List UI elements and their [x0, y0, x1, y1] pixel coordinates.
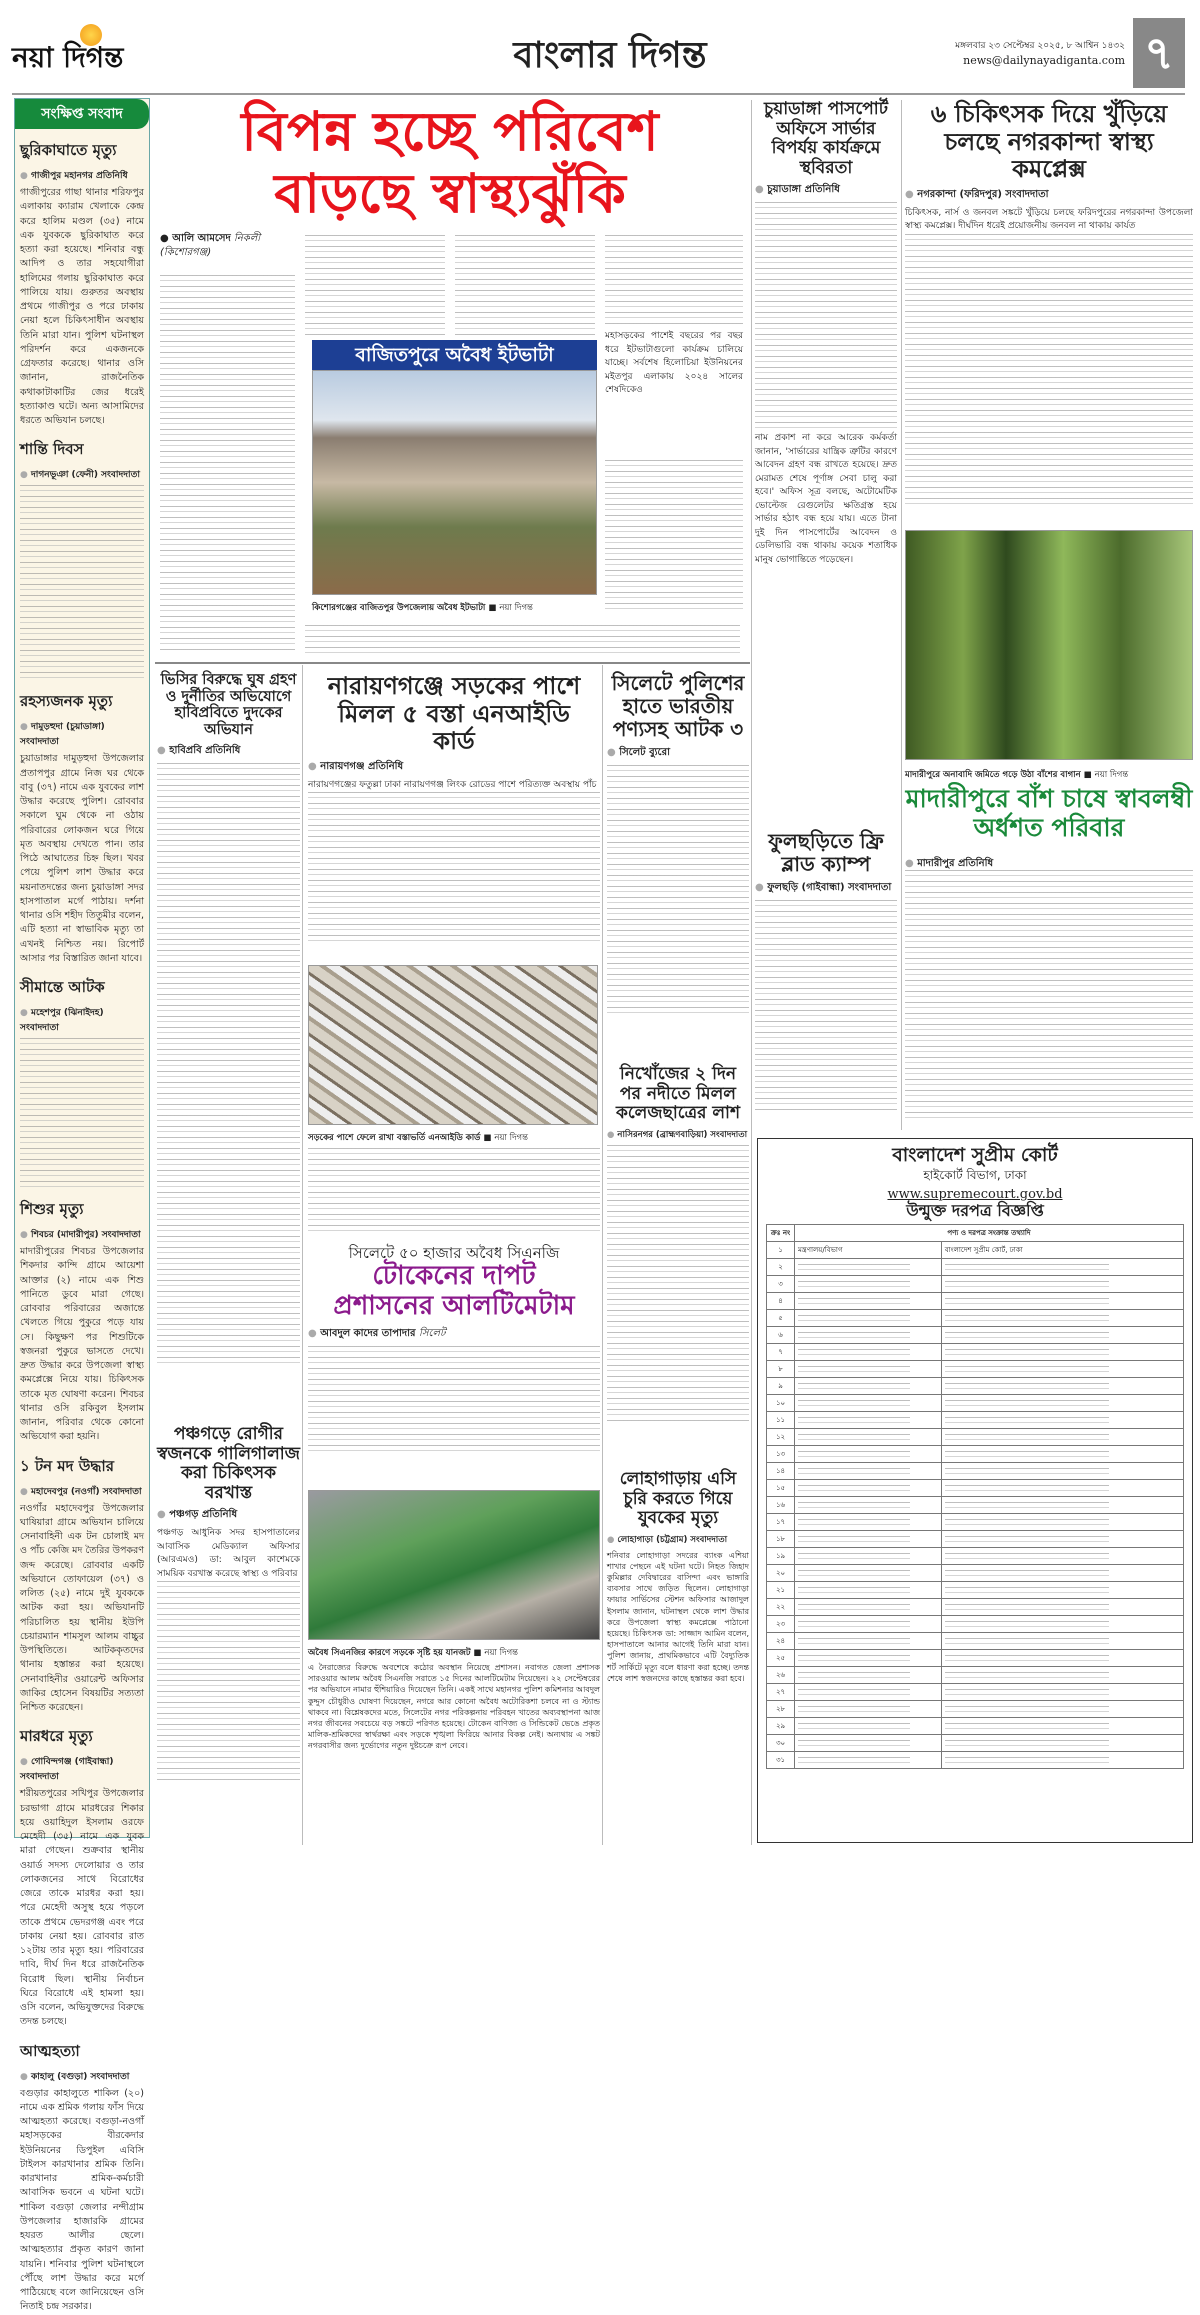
brief-item: [20, 976, 144, 1188]
row-value: [941, 1344, 1183, 1361]
row-serial: ১২: [767, 1429, 795, 1446]
row-label: [795, 1616, 942, 1633]
row-serial: ১৮: [767, 1531, 795, 1548]
blood-camp-story: [755, 830, 897, 1110]
brief-body: শরীয়তপুরের সখিপুর উপজেলার চরভাগা গ্রামে মারধরের শিকার হয়ে ওয়াহিদুল ইসলাম ওরফে মেহেদী (৩৫) নামে এক যুবক মারা গেছেন। শুক্রবার স্থানীয় ওয়ার্ড সদস্য দেলোয়ার ও তার লোকজনের সাথে বিরোধের জেরে তাকে মারধর করা হয়। পরে মেহেদী অসুস্থ হয়ে পড়লে তাকে প্রথমে ভেদরগঞ্জ এবং পরে ঢাকায় নেয়া হয়। রোববার রাত ১২টায় তার মৃত্যু হয়। পরিবারের দাবি, দীর্ঘ দিন ধরে রাজনৈতিক বিরোধ ছিল। স্থানীয় নির্বাচন ঘিরে বিরোধে এই হামলা হয়। ওসি বলেন, অভিযুক্তদের বিরুদ্ধে তদন্ত চলছে।: [20, 1788, 144, 2028]
notice-row: [767, 1599, 1184, 1616]
notice-row: [767, 1531, 1184, 1548]
row-value: [941, 1480, 1183, 1497]
notice-row: [767, 1293, 1184, 1310]
brief-item: [20, 1455, 144, 1716]
panchagarh-body: [157, 1581, 300, 1781]
row-label: [795, 1497, 942, 1514]
photo-credit: নয়া দিগন্ত: [1094, 770, 1129, 780]
missing-student-body: [607, 1145, 749, 1425]
row-serial: ২২: [767, 1599, 795, 1616]
caption-text: কিশোরগঞ্জের বাজিতপুর উপজেলায় অবৈধ ইটভাটা: [312, 603, 486, 613]
masthead-logo[interactable]: [12, 22, 172, 77]
row-value: [941, 1582, 1183, 1599]
cng-traffic-photo: [308, 1490, 600, 1640]
brief-body: গাজীপুরের গাছা থানার শরিফপুর এলাকায় ক্যারাম খেলাকে কেন্দ্র করে হালিম মণ্ডল (৩৫) নামে এক যুবককে ছুরিকাঘাত করে হত্যা করা হয়েছে। শনিবার বন্ধু আদিপ ও তার সহযোগীরা হালিমের গলায় ছুরিকাঘাত করে পালিয়ে যায়। গুরুতর অবস্থায় প্রথমে গাজীপুর ও পরে ঢাকায় নেয়া হলে চিকিৎসাধীন অবস্থায় তিনি মারা যান। পুলিশ ঘটনাস্থল পরিদর্শন করে একজনকে গ্রেফতার করেছে। থানার ওসি জানান, রাজনৈতিক কথাকাটাকাটির জের ধরেই হত্যাকাণ্ড ঘটে। অন্য আসামিদের ধরতে অভিযান চলছে।: [20, 187, 144, 426]
notice-row: [767, 1327, 1184, 1344]
row-label: [795, 1531, 942, 1548]
notice-row: [767, 1582, 1184, 1599]
row-label: মন্ত্রণালয়/বিভাগ: [795, 1242, 942, 1259]
row-serial: ১৩: [767, 1446, 795, 1463]
brief-byline: ● মহেশপুর (ঝিনাইদহ) সংবাদদাতা: [20, 1005, 144, 1035]
notice-row: [767, 1463, 1184, 1480]
row-value: [941, 1514, 1183, 1531]
nid-body: [308, 792, 600, 942]
row-label: [795, 1310, 942, 1327]
row-value: বাংলাদেশ সুপ্রীম কোর্ট, ঢাকা: [941, 1242, 1183, 1259]
blood-camp-headline[interactable]: ফুলছড়িতে ফ্রি ব্লাড ক্যাম্প: [768, 829, 884, 876]
lohagara-headline[interactable]: লোহাগাড়ায় এসি চুরি করতে গিয়ে যুবকের মৃত্যু: [619, 1469, 737, 1529]
row-serial: ২৯: [767, 1718, 795, 1735]
lead-body-col-4b: [605, 460, 743, 610]
row-value: [941, 1446, 1183, 1463]
nid-cards-photo: [308, 965, 598, 1125]
row-serial: ১: [767, 1242, 795, 1259]
row-label: [795, 1565, 942, 1582]
brief-headline[interactable]: ১ টন মদ উদ্ধার: [20, 1456, 115, 1475]
column-rule: [901, 100, 902, 1130]
row-label: [795, 1446, 942, 1463]
row-label: [795, 1463, 942, 1480]
lead-photo-caption: কিশোরগঞ্জের বাজিতপুর উপজেলায় অবৈধ ইটভাটা ■ নয়া দিগন্ত: [312, 603, 533, 613]
notice-row: [767, 1497, 1184, 1514]
row-serial: ২৪: [767, 1633, 795, 1650]
notice-row: [767, 1565, 1184, 1582]
lead-headline[interactable]: [160, 100, 740, 224]
row-value: [941, 1752, 1183, 1769]
row-label: [795, 1735, 942, 1752]
notice-row: [767, 1684, 1184, 1701]
section-title: বাংলার দিগন্ত: [513, 34, 707, 76]
row-value: [941, 1412, 1183, 1429]
passport-headline[interactable]: চুয়াডাঙ্গা পাসপোর্ট অফিসে সার্ভার বিপর্যয় কার্যক্রমে স্থবিরতা: [764, 99, 888, 178]
row-label: [795, 1701, 942, 1718]
brief-headline[interactable]: শান্তি দিবস: [20, 440, 84, 459]
row-serial: ১৭: [767, 1514, 795, 1531]
row-serial: ১১: [767, 1412, 795, 1429]
notice-row: [767, 1667, 1184, 1684]
notice-row: [767, 1616, 1184, 1633]
row-serial: ৩০: [767, 1735, 795, 1752]
notice-row: [767, 1701, 1184, 1718]
brief-item: [20, 139, 144, 428]
panchagarh-lead: পঞ্চগড় আধুনিক সদর হাসপাতালের আবাসিক মেডিক্যাল অফিসার (আরএমও) ডা: আবুল কাশেমকে সাময়িক বরখাস্ত করেছে স্বাস্থ্য ও পরিবার: [157, 1528, 300, 1579]
brief-item: [20, 2040, 144, 2315]
brief-headline[interactable]: সীমান্তে আটক: [20, 978, 105, 996]
briefs-column: [14, 98, 150, 2313]
nid-photo-caption: সড়কের পাশে ফেলে রাখা বস্তাভর্তি এনআইডি কার্ড ■ নয়া দিগন্ত: [308, 1133, 528, 1143]
notice-row: [767, 1429, 1184, 1446]
notice-row: [767, 1395, 1184, 1412]
row-value: [941, 1684, 1183, 1701]
row-value: [941, 1395, 1183, 1412]
brief-body: চুয়াডাঙ্গার দামুড়হুদা উপজেলার প্রতাপপুর গ্রামে নিজ ঘর থেকে বাবু (৩৭) নামে এক যুবকের লাশ উদ্ধার করেছে পুলিশ। রোববার সকালে ঘুম থেকে না ওঠায় পরিবারের লোকজন ঘরে গিয়ে মৃত অবস্থায় দেখতে পান। তার পিঠে আঘাতের চিহ্ন ছিল। খবর পেয়ে পুলিশ লাশ উদ্ধার করে ময়নাতদন্তের জন্য চুয়াডাঙ্গা সদর হাসপাতাল মর্গে পাঠায়। দর্শনা থানার ওসি শহীদ তিতুমীর বলেন, এটি হত্যা না স্বাভাবিক মৃত্যু তা এখনই নিশ্চিত নয়। রিপোর্ট আসার পর বিস্তারিত জানা যাবে।: [20, 753, 145, 964]
brief-item: [20, 690, 144, 966]
notice-row: [767, 1514, 1184, 1531]
row-value: [941, 1735, 1183, 1752]
photo-credit: নয়া দিগন্ত: [494, 1133, 528, 1143]
nid-byline: ● নারায়ণগঞ্জ প্রতিনিধি: [308, 759, 600, 776]
brief-body: মাদারীপুরের শিবচর উপজেলার শিকদার কান্দি গ্রামে আয়েশা আক্তার (২) নামে এক শিশু পানিতে ডুবে মারা গেছে। রোববার পরিবারের অজান্তে খেলতে গিয়ে পুকুরে পড়ে যায় সে। কিছুক্ষণ পর শিশুটিকে স্বজনরা পুকুরে ভাসতে দেখে। দ্রুত উদ্ধার করে উপজেলা স্বাস্থ্য কমপ্লেক্সে নিয়ে যায়। চিকিৎসক তাকে মৃত ঘোষণা করেন। শিবচর থানার ওসি রকিবুল ইসলাম জানান, পরিবার থেকে কোনো অভিযোগ করা হয়নি।: [20, 1246, 144, 1443]
row-serial: ২৬: [767, 1667, 795, 1684]
brief-byline: ● গোবিন্দগঞ্জ (গাইবান্ধা) সংবাদদাতা: [20, 1754, 144, 1784]
brief-headline[interactable]: শিশুর মৃত্যু: [20, 1200, 84, 1218]
row-label: [795, 1718, 942, 1735]
row-serial: ২৩: [767, 1616, 795, 1633]
passport-body: [755, 202, 897, 432]
row-label: [795, 1514, 942, 1531]
photo-credit: নয়া দিগন্ত: [499, 603, 533, 613]
column-rule: [602, 665, 603, 1845]
row-serial: ২৮: [767, 1701, 795, 1718]
lead-body-col-4: [605, 235, 743, 325]
bamboo-body: [905, 870, 1193, 1123]
lead-body-col-2: [305, 235, 445, 335]
cng-photo-caption: অবৈধ সিএনজির কারণে সড়কে সৃষ্টি হয় যানজট ■ নয়া দিগন্ত: [308, 1648, 518, 1658]
missing-student-story: [607, 1065, 749, 1425]
row-serial: ৭: [767, 1344, 795, 1361]
row-value: [941, 1259, 1183, 1276]
missing-student-byline: ● নাসিরনগর (ব্রাহ্মণবাড়িয়া) সংবাদদাতা: [607, 1128, 749, 1142]
row-label: [795, 1582, 942, 1599]
brief-headline[interactable]: আত্মহত্যা: [20, 2041, 80, 2060]
sylhet-police-story: [607, 672, 749, 1015]
row-value: [941, 1718, 1183, 1735]
notice-row: [767, 1259, 1184, 1276]
row-serial: ২: [767, 1259, 795, 1276]
row-serial: ১০: [767, 1395, 795, 1412]
nid-headline[interactable]: নারায়ণগঞ্জে সড়কের পাশে মিলল ৫ বস্তা এনআইডি কার্ড: [327, 671, 581, 756]
nid-story: [308, 672, 600, 942]
row-serial: ২৭: [767, 1684, 795, 1701]
nid-body-2: [308, 1148, 600, 1233]
row-value: [941, 1548, 1183, 1565]
vc-story: [157, 672, 300, 1363]
notice-row: [767, 1361, 1184, 1378]
row-label: [795, 1684, 942, 1701]
cng-story: [308, 1245, 600, 1456]
row-label: [795, 1276, 942, 1293]
notice-row: [767, 1718, 1184, 1735]
bamboo-byline: ● মাদারীপুর প্রতিনিধি: [905, 856, 993, 873]
briefs-title: সংক্ষিপ্ত সংবাদ: [15, 99, 149, 129]
photo-title-bar: বাজিতপুরে অবৈধ ইটভাটা: [312, 340, 597, 370]
supreme-court-notice: [757, 1138, 1193, 1843]
lead-body-col-1: [160, 275, 295, 652]
row-serial: ৮: [767, 1361, 795, 1378]
column-rule: [302, 665, 303, 1845]
row-serial: ২৫: [767, 1650, 795, 1667]
notice-row: [767, 1378, 1184, 1395]
bamboo-headline[interactable]: মাদারীপুরে বাঁশ চাষে স্বাবলম্বী অর্ধশত পরিবার: [905, 784, 1193, 842]
vc-body: [157, 763, 300, 1363]
row-label: [795, 1259, 942, 1276]
brief-byline: ● মহাদেবপুর (নওগাঁ) সংবাদদাতা: [20, 1484, 144, 1499]
notice-subtitle: হাইকোর্ট বিভাগ, ঢাকা: [923, 1167, 1027, 1182]
notice-row: [767, 1548, 1184, 1565]
row-serial: ২০: [767, 1565, 795, 1582]
lead-byline: ● আলি আমসেদ নিকলী (কিশোরগঞ্জ): [160, 233, 261, 258]
issue-date: মঙ্গলবার ২৩ সেপ্টেম্বর ২০২৫, ৮ আশ্বিন ১৪৩২: [955, 41, 1125, 51]
passport-story: [755, 100, 897, 567]
notice-row: [767, 1650, 1184, 1667]
lead-headline-line-1: বিপন্ন হচ্ছে পরিবেশ: [241, 99, 659, 163]
brief-body: [20, 485, 144, 680]
sylhet-police-headline[interactable]: সিলেটে পুলিশের হাতে ভারতীয় পণ্যসহ আটক ৩: [611, 671, 745, 741]
contact-email[interactable]: news@dailynayadiganta.com: [963, 54, 1125, 67]
row-label: [795, 1599, 942, 1616]
notice-row: [767, 1446, 1184, 1463]
notice-heading: উন্মুক্ত দরপত্র বিজ্ঞপ্তি: [906, 1200, 1044, 1220]
lead-snippet: মহাসড়কের পাশেই বছরের পর বছর ধরে ইটভাটাগুলো কার্যক্রম চালিয়ে যাচ্ছে। সর্বশেষ হিলোচিয়া ইউনিয়নের মইতপুর এলাকায় ২০২৪ সালের শেষদিকেও: [605, 331, 743, 395]
notice-row: [767, 1310, 1184, 1327]
brief-headline[interactable]: মারধরে মৃত্যু: [20, 1727, 93, 1746]
sylhet-police-byline: ● সিলেট ব্যুরো: [607, 745, 749, 762]
brief-headline[interactable]: রহস্যজনক মৃত্যু: [20, 692, 113, 711]
notice-row: [767, 1412, 1184, 1429]
panchagarh-story: [157, 1425, 300, 1781]
sylhet-police-body: [607, 765, 749, 1015]
panchagarh-byline: ● পঞ্চগড় প্রতিনিধি: [157, 1507, 300, 1524]
lohagara-tail: শনিবার লোহাগাড়া সদরের ব্যাংক এশিয়া শাখার পেছনে এই ঘটনা ঘটে। নিহত জিহাদ কুমিল্লার দেবিদ্বারের বাসিন্দা এবং ভাঙ্গারি ব্যবসার সাথে জড়িত ছিলেন। লোহাগাড়া ফায়ার সার্ভিসের স্টেশন অফিসার আজাদুল ইসলাম জানান, ঘটনাস্থল থেকে লাশ উদ্ধার করে উপজেলা স্বাস্থ্য কমপ্লেক্সে পাঠানো হয়েছে। চিকিৎসক ডা: সাজ্জাদ আমিন বলেন, হাসপাতালে আনার আগেই তিনি মারা যান। পুলিশ জানায়, প্রাথমিকভাবে এটি বৈদ্যুতিক শর্ট সার্কিটে মৃত্যু বলে ধারণা করা হচ্ছে। তদন্ত শেষে লাশ স্বজনদের কাছে হস্তান্তর করা হবে।: [607, 1550, 749, 1683]
row-label: [795, 1667, 942, 1684]
row-value: [941, 1429, 1183, 1446]
brief-byline: ● শিবচর (মাদারীপুর) সংবাদদাতা: [20, 1227, 144, 1242]
row-value: [941, 1310, 1183, 1327]
row-label: [795, 1429, 942, 1446]
lohagara-byline: ● লোহাগাড়া (চট্টগ্রাম) সংবাদদাতা: [607, 1533, 749, 1547]
nagarkanda-byline: ● নগরকান্দা (ফরিদপুর) সংবাদদাতা: [905, 187, 1193, 204]
row-serial: ১৪: [767, 1463, 795, 1480]
row-value: [941, 1361, 1183, 1378]
photo-credit: নয়া দিগন্ত: [484, 1648, 518, 1658]
row-serial: ৩১: [767, 1752, 795, 1769]
notice-row: [767, 1633, 1184, 1650]
page-number: ৭: [1133, 18, 1185, 88]
row-label: [795, 1650, 942, 1667]
row-value: [941, 1293, 1183, 1310]
lead-author: আলি আমসেদ: [172, 233, 231, 244]
cng-tail: এ নৈরাজ্যের বিরুদ্ধে অবশেষে কঠোর অবস্থান নিয়েছে প্রশাসন। নবাগত জেলা প্রশাসক সারওয়ার আলম অবৈধ সিএনজি সরাতে ১৫ দিনের আলটিমেটাম দিয়েছেন। ২২ সেপ্টেম্বরের পর অভিযানে নামার হুঁশিয়ারিও দিয়েছেন তিনি। একই সাথে মহানগর পুলিশ কমিশনার আবদুল কুদ্দুস চৌধুরীও ঘোষণা দিয়েছেন, নগরে আর কোনো অবৈধ অটোরিকশা চলবে না ও স্ট্যান্ড থাকবে না। বিশ্লেষকদের মতে, সিলেটের নগর পরিকল্পনায় পরিবহন খাতের অব্যবস্থাপনা আজ নগর জীবনের সবচেয়ে বড় সঙ্কটে পরিণত হয়েছে। টোকেন বাণিজ্য ও সিন্ডিকেট ভেঙে প্রকৃত মালিক-শ্রমিকদের স্বার্থরক্ষা এবং সড়কে শৃঙ্খলা ফিরিয়ে আনার বিকল্প নেই। অন্যথায় এ সঙ্কট নগরবাসীর জন্য দুর্ভোগের নতুন দুষ্টচক্রে রূপ নেবে।: [308, 1663, 600, 1751]
row-value: [941, 1276, 1183, 1293]
section-divider: [155, 662, 750, 664]
cng-body: [308, 1346, 600, 1456]
blood-camp-byline: ● ফুলছড়ি (গাইবান্ধা) সংবাদদাতা: [755, 880, 897, 897]
row-value: [941, 1650, 1183, 1667]
row-label: [795, 1412, 942, 1429]
blood-camp-body: [755, 900, 897, 1110]
brief-headline[interactable]: ছুরিকাঘাতে মৃত্যু: [20, 141, 117, 159]
notice-row: [767, 1752, 1184, 1769]
nagarkanda-body: [905, 234, 1193, 504]
row-serial: ১৬: [767, 1497, 795, 1514]
row-label: [795, 1327, 942, 1344]
row-value: [941, 1378, 1183, 1395]
caption-text: সড়কের পাশে ফেলে রাখা বস্তাভর্তি এনআইডি কার্ড: [308, 1133, 481, 1143]
nagarkanda-headline[interactable]: ৬ চিকিৎসক দিয়ে খুঁড়িয়ে চলছে নগরকান্দা স্বাস্থ্য কমপ্লেক্স: [930, 99, 1168, 184]
bamboo-photo: [905, 530, 1193, 760]
panchagarh-headline[interactable]: পঞ্চগড়ে রোগীর স্বজনকে গালিগালাজ করা চিকিৎসক বরখাস্ত: [157, 1424, 300, 1503]
notice-table: [766, 1224, 1184, 1769]
row-value: [941, 1463, 1183, 1480]
row-label: [795, 1548, 942, 1565]
row-label: [795, 1752, 942, 1769]
row-serial: ১৫: [767, 1480, 795, 1497]
vc-byline: ● হাবিপ্রবি প্রতিনিধি: [157, 743, 300, 760]
brief-byline: ● কাহালু (বগুড়া) সংবাদদাতা: [20, 2069, 144, 2084]
column-rule: [751, 100, 752, 1845]
row-value: [941, 1633, 1183, 1650]
row-serial: ৪: [767, 1293, 795, 1310]
row-label: [795, 1344, 942, 1361]
passport-tail: নাম প্রকাশ না করে আরেক কর্মকর্তা জানান, 'সার্ভারের যান্ত্রিক ত্রুটির কারণে আবেদন গ্রহণ বন্ধ রাখতে হয়েছে। দ্রুত মেরামত শেষে পূর্ণাঙ্গ সেবা চালু করা হবে।' অফিস সূত্র বলছে, অটোমেটিক ভোল্টেজ রেগুলেটর ক্ষতিগ্রস্ত হয়ে সার্ভার হঠাৎ বন্ধ হয়ে যায়। এতে টানা দুই দিন পাসপোর্টের আবেদন ও ডেলিভারি বন্ধ থাকায় কয়েক শতাধিক মানুষ ভোগান্তিতে পড়েছেন।: [755, 433, 897, 565]
bamboo-caption: মাদারীপুরে অনাবাদি জমিতে গড়ে উঠা বাঁশের বাগান ■ নয়া দিগন্ত: [905, 770, 1129, 780]
row-serial: ১৯: [767, 1548, 795, 1565]
row-label: [795, 1361, 942, 1378]
cng-headline[interactable]: টোকেনের দাপট প্রশাসনের আলটিমেটাম: [333, 1261, 575, 1322]
col-info: পণ্য ও দরপত্র সংক্রান্ত তথ্যাদি: [795, 1225, 1184, 1242]
nagarkanda-story: [905, 100, 1193, 504]
row-value: [941, 1599, 1183, 1616]
row-value: [941, 1701, 1183, 1718]
notice-row: [767, 1242, 1184, 1259]
cng-place: সিলেট: [419, 1328, 446, 1340]
brief-byline: ● দামুড়হুদা (চুয়াডাঙ্গা) সংবাদদাতা: [20, 719, 144, 749]
row-serial: ৯: [767, 1378, 795, 1395]
row-label: [795, 1633, 942, 1650]
notice-row: [767, 1735, 1184, 1752]
brief-item: [20, 1725, 144, 2029]
lead-body-col-3: [455, 235, 595, 335]
lead-body-bottom: [305, 625, 740, 655]
row-value: [941, 1667, 1183, 1684]
notice-title: বাংলাদেশ সুপ্রীম কোর্ট: [892, 1144, 1058, 1166]
brief-item: [20, 1198, 144, 1445]
row-label: [795, 1293, 942, 1310]
row-serial: ৩: [767, 1276, 795, 1293]
caption-text: মাদারীপুরে অনাবাদি জমিতে গড়ে উঠা বাঁশের বাগান: [905, 770, 1081, 780]
cng-byline: [308, 1326, 600, 1343]
passport-byline: ● চুয়াডাঙ্গা প্রতিনিধি: [755, 182, 897, 199]
nagarkanda-lead: চিকিৎসক, নার্স ও জনবল সঙ্কটে খুঁড়িয়ে চলছে ফরিদপুরের নগরকান্দা উপজেলা স্বাস্থ্য কমপ্লেক্স। দীর্ঘদিন ধরেই প্রয়োজনীয় জনবল না থাকায় কার্যত: [905, 207, 1193, 232]
lohagara-story: [607, 1470, 749, 1684]
row-value: [941, 1497, 1183, 1514]
cng-author: আবদুল কাদের তাপাদার: [320, 1328, 416, 1340]
logo-text: নয়া দিগন্ত: [12, 41, 124, 74]
row-value: [941, 1616, 1183, 1633]
notice-row: [767, 1344, 1184, 1361]
row-value: [941, 1327, 1183, 1344]
row-serial: ২১: [767, 1582, 795, 1599]
brief-byline: ● দাগনভূঞা (ফেনী) সংবাদদাতা: [20, 467, 144, 482]
nid-lead: নারায়ণগঞ্জের ফতুল্লা ঢাকা নারায়ণগঞ্জ লিংক রোডের পাশে পরিত্যক্ত অবস্থায় পাঁচ: [308, 779, 597, 790]
brief-byline: ● গাজীপুর মহানগর প্রতিনিধি: [20, 168, 144, 183]
cng-kicker: সিলেটে ৫০ হাজার অবৈধ সিএনজি: [348, 1244, 560, 1262]
lead-place: নিকলী (কিশোরগঞ্জ): [160, 233, 261, 258]
missing-student-headline[interactable]: নিখোঁজের ২ দিন পর নদীতে মিলল কলেজছাত্রের লাশ: [615, 1064, 741, 1124]
brief-body: বগুড়ার কাহালুতে শাকিল (২০) নামে এক শ্রমিক গলায় ফাঁস দিয়ে আত্মহত্যা করেছে। বগুড়া-নওগাঁ মহাসড়কের বীরকেদার ইউনিয়নের ডিপুইল এবিসি টাইলস কারখানার শ্রমিক তিনি। কারখানার শ্রমিক-কর্মচারী আবাসিক ভবনে এ ঘটনা ঘটে। শাকিল বগুড়া জেলার নন্দীগ্রাম উপজেলার হাজারকি গ্রামের হযরত আলীর ছেলে। আত্মহত্যার প্রকৃত কারণ জানা যায়নি। শনিবার পুলিশ ঘটনাস্থলে পৌঁছে লাশ উদ্ধার করে মর্গে পাঠিয়েছে বলে জানিয়েছেন ওসি নিতাই চন্দ্র সরকার।: [20, 2087, 144, 2313]
lead-headline-line-2: বাড়ছে স্বাস্থ্যঝুঁকি: [274, 161, 626, 226]
row-value: [941, 1565, 1183, 1582]
vc-headline[interactable]: ভিসির বিরুদ্ধে ঘুষ গ্রহণ ও দুর্নীতির অভিযোগে হাবিপ্রবিতে দুদকের অভিযান: [160, 671, 297, 739]
brief-item: [20, 438, 144, 680]
row-label: [795, 1395, 942, 1412]
notice-row: [767, 1480, 1184, 1497]
row-label: [795, 1378, 942, 1395]
row-serial: ৫: [767, 1310, 795, 1327]
row-label: [795, 1480, 942, 1497]
header-divider: [12, 93, 1185, 95]
notice-url[interactable]: www.supremecourt.gov.bd: [887, 1186, 1063, 1202]
notice-row: [767, 1276, 1184, 1293]
row-serial: ৬: [767, 1327, 795, 1344]
brief-body: [20, 1038, 144, 1188]
caption-text: অবৈধ সিএনজির কারণে সড়কে সৃষ্টি হয় যানজট: [308, 1648, 471, 1658]
brick-kiln-photo: [312, 370, 597, 595]
brief-body: নওগাঁর মহাদেবপুর উপজেলার ঘাষিয়ারা গ্রামে অভিযান চালিয়ে সেনাবাহিনী এক টন চোলাই মদ ও পাঁচ কেজি মদ তৈরির উপকরণ জব্দ করেছে। রোববার একটি অভিযানে তোফায়েল (৩৭) ও ললিত (২৫) নামে দুই যুবককে আটক করা হয়। অভিযানটি পরিচালিত হয় স্থানীয় ইউপি চেয়ারম্যান শামসুল আলম বাচ্চুর উপস্থিতিতে। আটককৃতদের থানায় হস্তান্তর করা হয়েছে। সেনাবাহিনীর ওয়ারেন্ট অফিসার জাকির হোসেন বিষয়টির সত্যতা নিশ্চিত করেছেন।: [20, 1502, 145, 1713]
col-serial: ক্রঃ নং: [767, 1225, 795, 1242]
row-value: [941, 1531, 1183, 1548]
